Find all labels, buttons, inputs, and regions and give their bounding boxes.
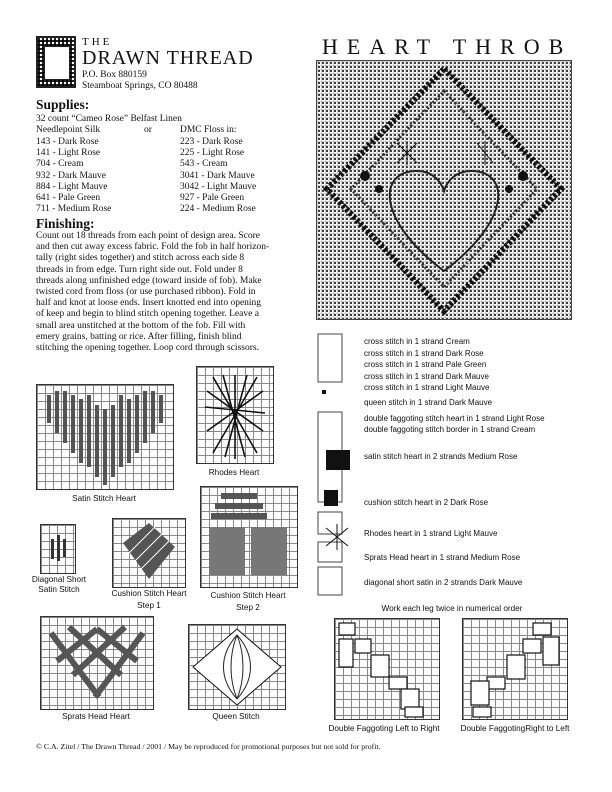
legend-item: double faggoting stitch border in 1 strand Cream xyxy=(364,425,536,434)
list-item: 3042 - Light Mauve xyxy=(180,181,257,192)
list-item: 704 - Cream xyxy=(36,159,84,170)
sprats-diagram xyxy=(40,616,154,710)
queen-diagram xyxy=(188,624,286,710)
cushion-step1-diagram xyxy=(112,518,186,588)
text-line: twisted cord from floss (or use purchased ribbon). Fold in xyxy=(36,287,256,298)
legend-list xyxy=(364,336,489,394)
queen-lines xyxy=(189,625,285,709)
legend-item: cross stitch in 1 strand Dark Rose xyxy=(364,348,484,358)
list-item: 143 - Dark Rose xyxy=(36,137,99,147)
label-line: Cushion Stitch Heart xyxy=(111,589,187,598)
heart-chart-motif xyxy=(317,61,571,319)
text-line: tally (right sides together) and stitch across each side 8 xyxy=(36,253,245,264)
text-line: stitching the opening together. Loop cord through scissors. xyxy=(36,343,259,354)
sprats-label: Sprats Head Heart xyxy=(62,712,130,721)
legend-item: cross stitch in 1 strand Light Mauve xyxy=(364,383,490,393)
diagonal-satin-label xyxy=(24,575,94,595)
faggot-l2r-diagram xyxy=(334,618,440,720)
finishing-heading: Finishing: xyxy=(36,216,95,231)
text-line: of keep and begin to blind stitch opening together. Leave a xyxy=(36,309,259,320)
supplies-fabric: 32 count “Cameo Rose” Belfast Linen xyxy=(36,114,182,124)
page-title: HEART THROB xyxy=(322,34,573,59)
list-item: 927 - Pale Green xyxy=(180,193,245,204)
legend-swatches xyxy=(316,332,356,600)
text-line: emery grains, batting or rice. After filling, finish blind xyxy=(36,331,242,342)
list-item: 641 - Pale Green xyxy=(36,193,101,204)
city: Steamboat Springs, CO 80488 xyxy=(82,81,198,91)
label-line: Satin Stitch xyxy=(38,585,80,594)
supplies-heading: Supplies: xyxy=(36,97,90,112)
legend-item: double faggoting stitch heart in 1 strand Light Rose xyxy=(364,414,545,423)
rhodes-label: Rhodes Heart xyxy=(208,468,260,477)
text-line: Count out 18 threads from each point of design area. Score xyxy=(36,231,260,241)
list-item: 884 - Light Mauve xyxy=(36,181,108,192)
sprats-lines xyxy=(41,617,153,709)
faggot-r2l-path xyxy=(463,619,567,719)
list-item: 711 - Medium Rose xyxy=(36,204,112,215)
satin-stitch-diagram xyxy=(36,384,174,490)
address xyxy=(82,70,198,92)
cushion-step2-label xyxy=(196,590,300,614)
rhodes-lines xyxy=(197,367,273,463)
list-item: 3041 - Dark Mauve xyxy=(180,170,255,181)
dmc-header: DMC Floss in: xyxy=(180,125,237,135)
legend-item: cushion stitch heart in 2 Dark Rose xyxy=(364,498,489,507)
heart-chart xyxy=(316,60,572,320)
label-line: Diagonal Short xyxy=(31,575,87,584)
text-line: threads in from edge. Turn right side out. Fold under 8 xyxy=(36,264,243,275)
cushion-step1-marks xyxy=(113,519,185,587)
legend-item: cross stitch in 1 strand Cream xyxy=(364,337,470,346)
po-box: P.O. Box 880159 xyxy=(82,70,147,80)
label-line: Cushion Stitch Heart xyxy=(210,591,286,600)
cushion-step1-label xyxy=(104,588,194,612)
text-line: half and knot at loose ends. Insert knotted end into opening xyxy=(36,298,262,309)
satin-stitch-label: Satin Stitch Heart xyxy=(72,494,136,503)
legend-item: Rhodes heart in 1 strand Light Mauve xyxy=(364,529,498,538)
faggot-l2r-label: Double Faggoting Left to Right xyxy=(328,724,440,733)
diagonal-satin-diagram xyxy=(40,524,76,574)
silk-list xyxy=(36,137,111,215)
list-item: 543 - Cream xyxy=(180,159,228,170)
faggot-r2l-diagram xyxy=(462,618,568,720)
faggot-note: Work each leg twice in numerical order xyxy=(381,604,523,613)
faggot-r2l-label: Double FaggotingRight to Left xyxy=(460,724,570,733)
list-item: 932 - Dark Mauve xyxy=(36,170,106,181)
brand-name: DRAWN THREAD xyxy=(82,47,254,69)
dmc-list xyxy=(180,137,256,215)
text-line: and then cut away excess fabric. Fold the fob in half horizon- xyxy=(36,242,270,253)
brand-the: THE xyxy=(82,36,113,48)
rhodes-diagram xyxy=(196,366,274,464)
label-line: Step 2 xyxy=(236,603,260,612)
legend-item: cross stitch in 1 strand Dark Mauve xyxy=(364,371,489,381)
copyright-footer: © C.A. Zitel / The Drawn Thread / 2001 / May be reproduced for promotional purposes but not sold for profit. xyxy=(36,742,381,751)
legend-item: diagonal short satin in 2 strands Dark Mauve xyxy=(364,578,523,587)
legend-item: Sprats Head heart in 1 strand Medium Rose xyxy=(364,553,521,562)
faggot-l2r-path xyxy=(335,619,439,719)
legend-item: cross stitch in 1 strand Pale Green xyxy=(364,360,487,370)
or-label: or xyxy=(144,125,152,135)
list-item: 224 - Medium Rose xyxy=(180,204,256,215)
legend-swatch-art xyxy=(316,332,356,600)
cushion-step2-diagram xyxy=(200,486,298,588)
legend-item: satin stitch heart in 2 strands Medium Rose xyxy=(364,452,518,461)
text-line: small area unstitched at the bottom of the fob. Fill with xyxy=(36,320,246,331)
finishing-text xyxy=(36,231,306,354)
list-item: 141 - Light Rose xyxy=(36,148,101,159)
text-line: threads along unfinished edge (toward inside of fob). Make xyxy=(36,275,262,286)
list-item: 223 - Dark Rose xyxy=(180,137,243,147)
legend-item: queen stitch in 1 strand Dark Mauve xyxy=(364,398,493,407)
label-line: Step 1 xyxy=(137,601,161,610)
silk-header: Needlepoint Silk xyxy=(36,125,101,135)
logo xyxy=(36,36,76,88)
queen-label: Queen Stitch xyxy=(212,712,260,721)
list-item: 225 - Light Rose xyxy=(180,148,245,159)
